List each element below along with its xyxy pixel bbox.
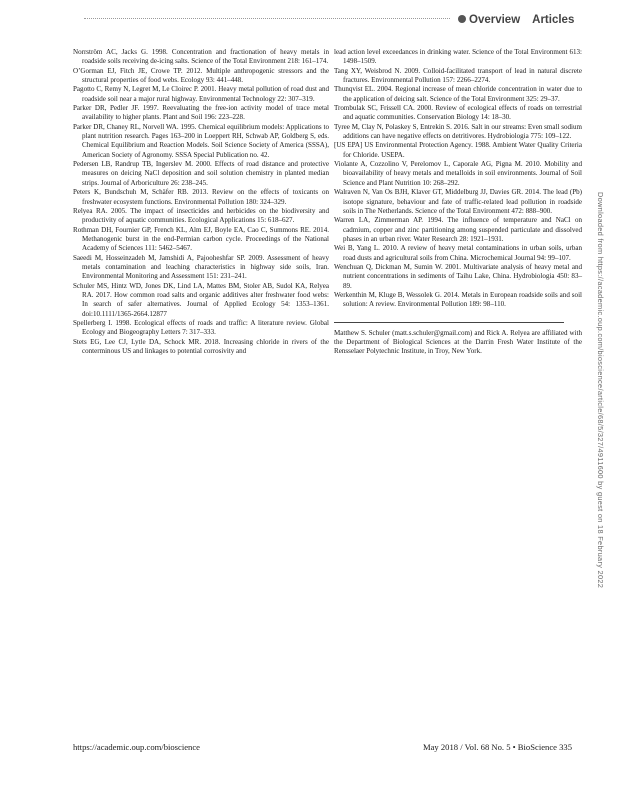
download-watermark: Downloaded from https://academic.oup.com/bioscience/article/68/5/327/4911600 by guest on 18 February 2022 [596, 192, 605, 589]
journal-url[interactable]: https://academic.oup.com/bioscience [73, 742, 200, 752]
reference-item: Werkenthin M, Kluge B, Wessolek G. 2014. Metals in European roadside soils and soil solution: A review. Environmental Pollution 189: 98–110. [334, 290, 582, 309]
reference-item: Saeedi M, Hosseinzadeh M, Jamshidi A, Pajooheshfar SP. 2009. Assessment of heavy metals contamination and leaching characteristics in highway side soils, Iran. Environmental Monitoring and Assessment 151: 231–241. [73, 253, 329, 281]
reference-item: Peters K, Bundschuh M, Schäfer RB. 2013. Review on the effects of toxicants on freshwater ecosystem functions. Environmental Pollution 180: 324–329. [73, 188, 329, 206]
section-type: Articles [532, 14, 575, 26]
affiliation-divider [334, 322, 564, 323]
reference-item: Parker DR, Chaney RL, Norvell WA. 1995. Chemical equilibrium models: Applications to plant nutrition research. Pages 163–200 in Loeppert RH, Schwab AP, Goldberg S, eds. Chemical Equilibrium and Reaction Models. Soil Science Society of America (SSSA), American Society of Agronomy. SSSA Special Publication no. 42. [73, 122, 329, 159]
reference-item: Stets EG, Lee CJ, Lytle DA, Schock MR. 2018. Increasing chloride in rivers of the conterminous US and linkages to potential corrosivity and [73, 337, 329, 355]
section-label: Overview [469, 14, 521, 26]
reference-item: O’Gorman EJ, Fitch JE, Crowe TP. 2012. Multiple anthropogenic stressors and the structural properties of food webs. Ecology 93: 441–448. [73, 66, 329, 85]
reference-item: Trombulak SC, Frissell CA. 2000. Review of ecological effects of roads on terrestrial and aquatic communities. Conservation Biology 14: 18–30. [334, 104, 582, 122]
reference-item: lead action level exceedances in drinking water. Science of the Total Environment 613: 1498–1509. [334, 48, 582, 66]
reference-item: Spellerberg I. 1998. Ecological effects of roads and traffic: A literature review. Global Ecology and Biogeography Letters 7: 317–333. [73, 318, 329, 337]
reference-item: Norrström AC, Jacks G. 1998. Concentration and fractionation of heavy metals in roadside soils receiving de-icing salts. Science of the Total Environment 218: 161–174. [73, 48, 329, 66]
reference-item: Thunqvist EL. 2004. Regional increase of mean chloride concentration in water due to the application of deicing salt. Science of the Total Environment 325: 29–37. [334, 85, 582, 103]
reference-item: Warren LA, Zimmerman AP. 1994. The influence of temperature and NaCl on cadmium, copper and zinc partitioning among suspended particulate and dissolved phases in an urban river. Water Research 28: 1921–1931. [334, 216, 582, 243]
section-header [458, 14, 574, 26]
references-right-column [334, 48, 582, 357]
references-left-column [73, 48, 329, 356]
header-rule [84, 18, 450, 20]
reference-item: Relyea RA. 2005. The impact of insecticides and herbicides on the biodiversity and productivity of aquatic communities. Ecological Applications 15: 618–627. [73, 206, 329, 225]
reference-item: Pagotto C, Remy N, Legret M, Le Cloirec P. 2001. Heavy metal pollution of road dust and roadside soil near a major rural highway. Environmental Technology 22: 307–319. [73, 85, 329, 103]
reference-item: Schuler MS, Hintz WD, Jones DK, Lind LA, Mattes BM, Stoler AB, Sudol KA, Relyea RA. 2017. How common road salts and organic additives alter freshwater food webs: In search of safer alternatives. Journal of Applied Ecology 54: 1353–1361. doi:10.1111/1365-2664.12877 [73, 281, 329, 318]
bullet-icon [458, 15, 466, 23]
reference-item: Parker DR, Pedler JF. 1997. Reevaluating the free-ion activity model of trace metal availability to higher plants. Plant and Soil 196: 223–228. [73, 104, 329, 122]
reference-item: Violante A, Cozzolino V, Perelomov L, Caporale AG, Pigna M. 2010. Mobility and bioavailability of heavy metals and metalloids in soil environments. Journal of Soil Science and Plant Nutrition 10: 268–292. [334, 160, 582, 187]
page-citation: May 2018 / Vol. 68 No. 5 • BioScience 335 [422, 742, 572, 752]
author-affiliation: Matthew S. Schuler (matt.s.schuler@gmail.com) and Rick A. Relyea are affiliated with the Department of Biological Sciences at the Darrin Fresh Water Institute of the Rensselaer Polytechnic Institute, in Troy, New York. [334, 328, 582, 356]
reference-item: [US EPA] US Environmental Protection Agency. 1988. Ambient Water Quality Criteria for Chloride. USEPA. [334, 141, 582, 159]
reference-item: Pedersen LB, Randrup TB, Ingerslev M. 2000. Effects of road distance and protective measures on deicing NaCl deposition and soil solution chemistry in planted median strips. Journal of Arboriculture 26: 238–245. [73, 160, 329, 187]
reference-item: Wenchuan Q, Dickman M, Sumin W. 2001. Multivariate analysis of heavy metal and nutrient concentrations in sediments of Taihu Lake, China. Hydrobiologia 450: 83–89. [334, 262, 582, 290]
reference-item: Tang XY, Weisbrod N. 2009. Colloid-facilitated transport of lead in natural discrete fractures. Environmental Pollution 157: 2266–2274. [334, 66, 582, 85]
reference-item: Wei B, Yang L. 2010. A review of heavy metal contaminations in urban soils, urban road dusts and agricultural soils from China. Microchemical Journal 94: 99–107. [334, 244, 582, 262]
reference-item: Tyree M, Clay N, Polaskey S, Entrekin S. 2016. Salt in our streams: Even small sodium additions can have negative effects on detritivores. Hydrobiologia 775: 109–122. [334, 122, 582, 141]
reference-item: Rothman DH, Fournier GP, French KL, Alm EJ, Boyle EA, Cao C, Summons RE. 2014. Methanogenic burst in the end-Permian carbon cycle. Proceedings of the National Academy of Sciences 111: 5462–5467. [73, 225, 329, 253]
reference-item: Walraven N, Van Os BJH, Klaver GT, Middelburg JJ, Davies GR. 2014. The lead (Pb) isotope signature, behaviour and fate of traffic-related lead pollution in roadside soils in The Netherlands. Science of the Total Environment 472: 888–900. [334, 188, 582, 215]
